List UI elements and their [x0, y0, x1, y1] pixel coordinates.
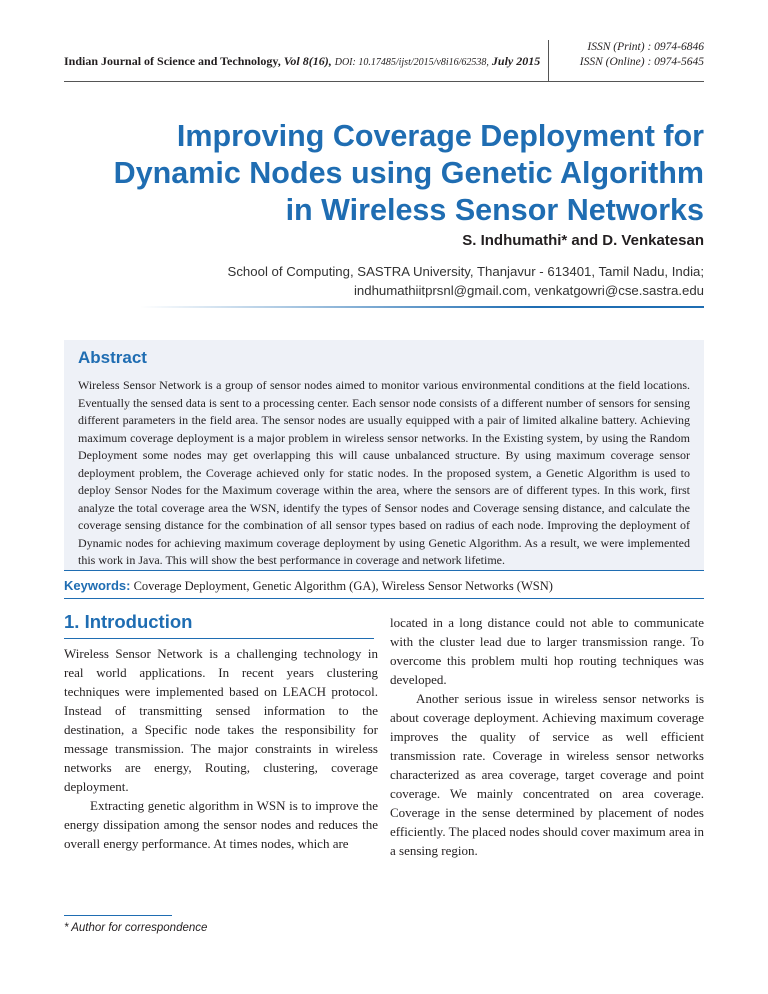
affiliation: [228, 262, 704, 300]
abstract-heading: Abstract: [78, 348, 147, 367]
footnote-rule: [64, 915, 172, 916]
paper-title: Improving Coverage Deployment for Dynamic Nodes using Genetic Algorithm in Wireless Sensor Networks: [113, 119, 704, 227]
affiliation-emails[interactable]: indhumathiitprsnl@gmail.com, venkatgowri@cse.sastra.edu: [353, 283, 704, 298]
left-column: [64, 644, 378, 853]
header-rule: [64, 81, 704, 82]
journal-date: July 2015: [491, 54, 541, 68]
authors: S. Indhumathi* and D. Venkatesan: [462, 232, 704, 249]
paragraph: Wireless Sensor Network is a challenging technology in real world applications. In recent years clustering techniques were implemented based on LEACH protocol. Instead of transmitting sensed information to the destination, a Specific node takes the responsibility for message transmission. The major constraints in wireless networks are energy, Routing, clustering, coverage deployment.: [64, 646, 378, 794]
section-title-introduction: 1. Introduction: [64, 611, 193, 632]
affiliation-rule: [140, 306, 704, 308]
journal-name: Indian Journal of Science and Technology,: [64, 54, 281, 68]
right-column: [390, 613, 704, 860]
paragraph: Another serious issue in wireless sensor networks is about coverage deployment. Achieving maximum coverage improves the quality of service as well efficient transmission rate. Coverage in wireless sensor networks characterized as area coverage, target coverage and point coverage. We mainly concentrated on area coverage. Coverage in the sense determined by placement of nodes efficiently. The placed nodes should cover maximum area in a sensing region.: [390, 691, 704, 858]
keywords-label: Keywords:: [64, 578, 131, 593]
paragraph: located in a long distance could not able to communicate with the cluster lead due to larger transmission range. To overcome this problem multi hop routing techniques was developed.: [390, 615, 704, 687]
keywords-rule-bottom: [64, 598, 704, 599]
keywords: [64, 578, 553, 594]
affiliation-institution: School of Computing, SASTRA University, Thanjavur - 613401, Tamil Nadu, India;: [227, 264, 704, 279]
issn-block: [580, 40, 704, 70]
header-divider: [548, 40, 549, 82]
abstract-text: Wireless Sensor Network is a group of sensor nodes aimed to monitor various environmental conditions at the field locations. Eventually the sensed data is sent to a processing center. Each sensor node consists of a different number of sensors for sensing different parameters in the field area. The sensor nodes are usually equipped with a pair of limited alkaline battery. Achieving maximum coverage deployment is a major problem in wireless sensor networks. In the Existing system, by using the Random Deployment some nodes may get overlapping this will cause unbalanced structure. By using maximum coverage sensor deployment problem, the Coverage achieved only for static nodes. In the proposed system, a Genetic Algorithm is used to deploy Sensor Nodes for the Maximum coverage within the area, where the sensors are of different types. In this work, first analyze the total coverage area the WSN, identify the types of Sensor nodes and Coverage sensing distance, and calculate the coverage sensing distance for the combination of all sensor types based on radius of each node. Improving the deployment of Dynamic nodes for achieving maximum coverage deployment by using Genetic Algorithm. As a result, we were implemented this work in Java. This will show the best performance in coverage and network lifetime.: [78, 378, 690, 567]
footnote: * Author for correspondence: [64, 922, 208, 934]
journal-citation: [64, 54, 540, 69]
journal-volume: Vol 8(16),: [283, 54, 332, 68]
section-rule: [64, 638, 374, 639]
issn-online: ISSN (Online) : 0974-5645: [579, 56, 704, 68]
keywords-rule-top: [64, 570, 704, 571]
journal-doi[interactable]: DOI: 10.17485/ijst/2015/v8i16/62538,: [334, 57, 489, 68]
issn-print: ISSN (Print) : 0974-6846: [587, 41, 704, 53]
paragraph: Extracting genetic algorithm in WSN is to improve the energy dissipation among the sensor nodes and reduces the overall energy performance. At times nodes, which are: [64, 798, 378, 851]
keywords-text: Coverage Deployment, Genetic Algorithm (GA), Wireless Sensor Networks (WSN): [133, 579, 553, 593]
